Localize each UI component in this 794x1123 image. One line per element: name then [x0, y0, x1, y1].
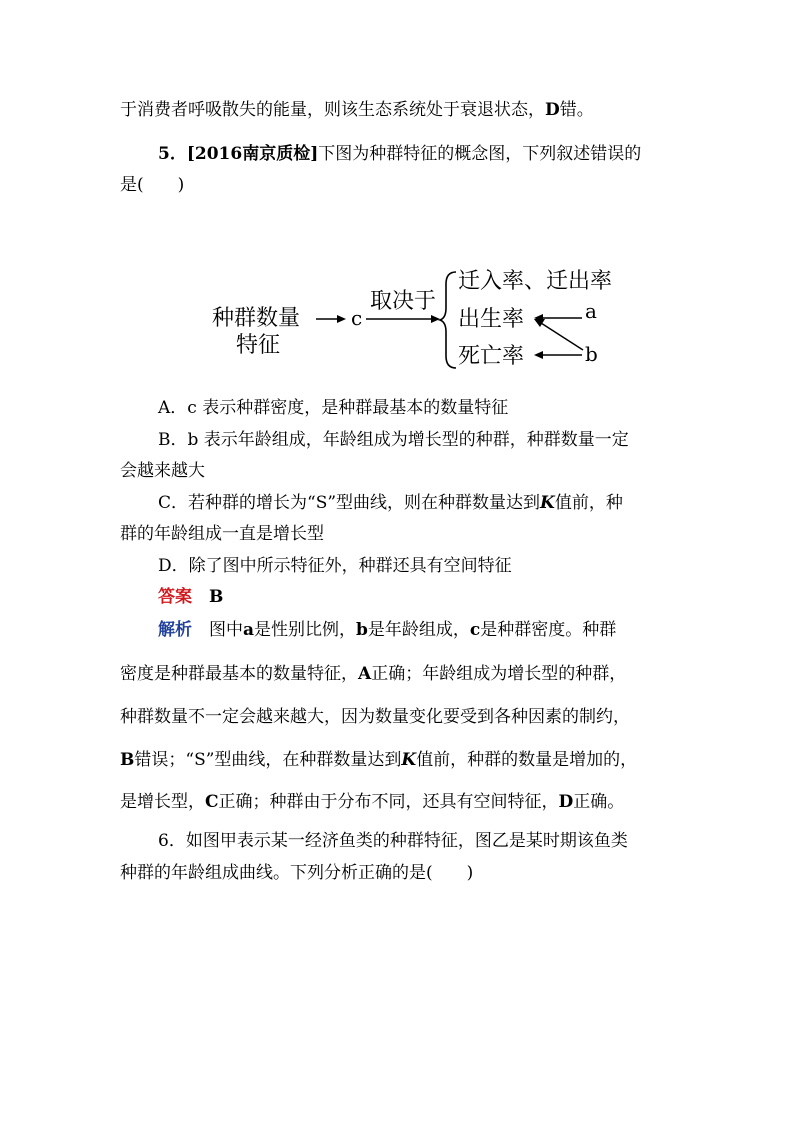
q6-line2	[120, 861, 473, 885]
analysis-var-b: b	[356, 620, 368, 640]
branch-bot: 死亡率	[458, 344, 525, 369]
option-d-text: D．除了图中所示特征外，种群还具有空间特征	[158, 556, 512, 576]
analysis-option-b: B	[120, 750, 135, 770]
analysis-k: K	[401, 750, 417, 770]
option-c-text-b: 值前，种	[554, 493, 623, 513]
option-b-text: B．b 表示年龄组成，年龄组成为增长型的种群，种群数量一定	[158, 430, 629, 450]
analysis-var-c: c	[469, 620, 481, 640]
analysis-text: 正确。	[573, 792, 625, 812]
answer-line	[158, 585, 223, 609]
analysis-line4	[120, 748, 637, 772]
analysis-option-c: C	[205, 792, 219, 812]
q5-number: 5．	[158, 144, 187, 164]
concept-diagram	[0, 258, 794, 388]
option-b-line2	[120, 459, 205, 483]
arrow-b-to-birth	[541, 323, 583, 350]
analysis-option-d: D	[558, 792, 574, 812]
branch-mid: 出生率	[458, 307, 525, 332]
prev-text: 于消费者呼吸散失的能量，则该生态系统处于衰退状态，	[120, 100, 545, 120]
analysis-text: 图中	[192, 620, 243, 640]
prev-line	[120, 98, 594, 122]
diagram-node-a: a	[585, 299, 597, 323]
analysis-label: 解析	[158, 620, 192, 640]
arrow-to-c-head	[337, 315, 346, 323]
option-b-line1	[158, 428, 629, 452]
answer-value: B	[209, 587, 224, 607]
prev-option-d: D	[545, 100, 560, 120]
diagram-left-line1: 种群数量	[212, 306, 301, 331]
option-b-text-end: 会越来越大	[120, 461, 205, 481]
option-c-k: K	[540, 493, 555, 513]
analysis-line5	[120, 790, 624, 814]
arrow-to-brace-head	[431, 315, 440, 323]
diagram-node-b: b	[585, 342, 598, 366]
option-c-text-end: 群的年龄组成一直是增长型	[120, 524, 324, 544]
analysis-line2	[120, 662, 626, 686]
arrow-b-to-death-head	[534, 351, 543, 359]
analysis-line3	[120, 705, 630, 729]
q6-line1	[158, 829, 628, 853]
analysis-text: 错误；“S”型曲线，在种群数量达到	[134, 750, 402, 770]
analysis-text: 是增长型，	[120, 792, 205, 812]
analysis-text: 是性别比例，	[254, 620, 357, 640]
analysis-text: 密度是种群最基本的数量特征，	[120, 664, 358, 684]
q6-stem-end: 种群的年龄组成曲线。下列分析正确的是( )	[120, 863, 474, 883]
q5-line1	[158, 142, 641, 166]
analysis-text: 是年龄组成，	[367, 620, 470, 640]
q5-stem: 下图为种群特征的概念图，下列叙述错误的	[318, 144, 642, 164]
analysis-line1	[158, 618, 616, 642]
brace	[440, 272, 456, 368]
analysis-text: 正确；年龄组成为增长型的种群，	[371, 664, 627, 684]
option-a-text: A．c 表示种群密度，是种群最基本的数量特征	[158, 398, 509, 418]
analysis-text: 是种群密度。种群	[480, 620, 617, 640]
diagram-edge-label: 取决于	[370, 289, 437, 314]
q5-line2	[120, 173, 184, 197]
option-d	[158, 554, 512, 578]
diagram-left-line2: 特征	[236, 333, 281, 358]
answer-label: 答案	[158, 587, 192, 607]
q6-stem: 6．如图甲表示某一经济鱼类的种群特征，图乙是某时期该鱼类	[158, 831, 628, 851]
analysis-text: 值前，种群的数量是增加的，	[416, 750, 638, 770]
q5-stem-end: 是( )	[120, 175, 185, 195]
analysis-text: 种群数量不一定会越来越大，因为数量变化要受到各种因素的制约，	[120, 707, 630, 727]
q5-source: [2016南京质检]	[186, 144, 319, 164]
prev-text-end: 错。	[559, 100, 594, 120]
option-c-line2	[120, 522, 324, 546]
branch-top: 迁入率、迁出率	[458, 269, 613, 294]
option-c-text: C．若种群的增长为“S”型曲线，则在种群数量达到	[158, 493, 541, 513]
arrow-b-to-birth-head	[534, 319, 545, 327]
option-a	[158, 396, 508, 420]
diagram-node-c: c	[351, 306, 363, 330]
analysis-var-a: a	[243, 620, 255, 640]
option-c-line1	[158, 491, 623, 515]
analysis-text: 正确；种群由于分布不同，还具有空间特征，	[218, 792, 559, 812]
analysis-option-a: A	[358, 664, 372, 684]
